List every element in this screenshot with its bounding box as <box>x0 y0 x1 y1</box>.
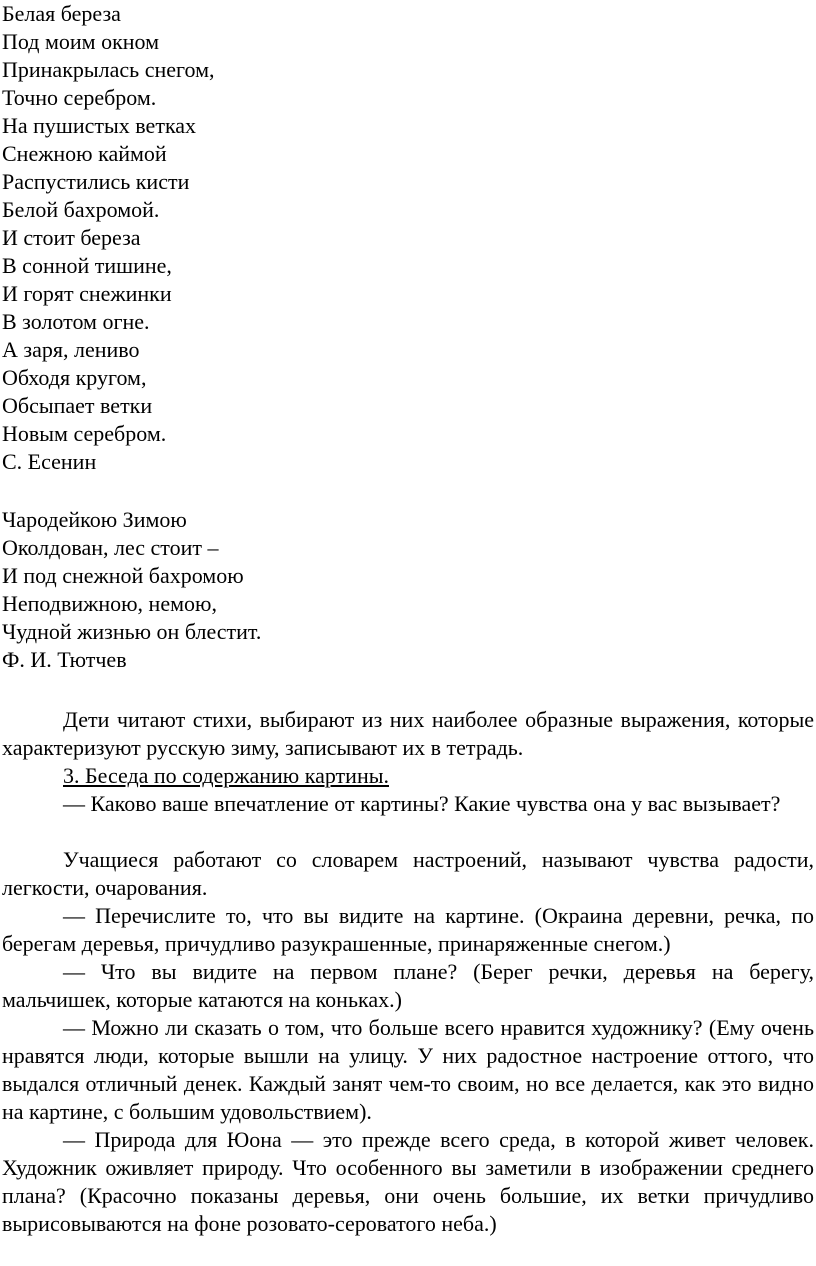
body-paragraph: Учащиеся работают со словарем настроений, называют чувства радости, легкости, очарования. <box>2 847 814 900</box>
poem1-line: Распустились кисти <box>2 169 190 194</box>
poem1-line: Обсыпает ветки <box>2 393 153 418</box>
poem1-line: Обходя кругом, <box>2 365 147 390</box>
poem1-line: А заря, лениво <box>2 337 140 362</box>
poem1-line: Белая береза <box>2 1 121 26</box>
body-paragraph: — Можно ли сказать о том, что больше всего нравится художнику? (Ему очень нравятся люди, которые вышли на улицу. У них радостное настроение оттого, что выдался отличный денек. Каждый занят чем-то своим, но все делается, как это видно на картине, с большим удовольствием). <box>2 1015 814 1124</box>
poem1-line: В сонной тишине, <box>2 253 172 278</box>
section-heading: 3. Беседа по содержанию картины. <box>63 763 389 788</box>
poem1-line: На пушистых ветках <box>2 113 197 138</box>
poem2-line: Околдован, лес стоит – <box>2 535 219 560</box>
poem2-line: И под снежной бахромою <box>2 563 244 588</box>
poem1-line: Снежною каймой <box>2 141 167 166</box>
poem2-line: Чародейкою Зимою <box>2 507 187 532</box>
body-paragraph: — Что вы видите на первом плане? (Берег речки, деревья на берегу, мальчишек, которые катаются на коньках.) <box>2 959 814 1012</box>
poem2-line: Чудной жизнью он блестит. <box>2 619 262 644</box>
poem1-line: Новым серебром. <box>2 421 167 446</box>
poem2-line: Неподвижною, немою, <box>2 591 217 616</box>
poem2-author: Ф. И. Тютчев <box>2 647 127 672</box>
body-paragraph: — Каково ваше впечатление от картины? Какие чувства она у вас вызывает? <box>63 791 781 816</box>
poem1-line: В золотом огне. <box>2 309 150 334</box>
poem1-line: Принакрылась снегом, <box>2 57 215 82</box>
poem1-line: Под моим окном <box>2 29 160 54</box>
poem1-author: С. Есенин <box>2 449 97 474</box>
intro-paragraph: Дети читают стихи, выбирают из них наиболее образные выражения, которые характеризуют русскую зиму, записывают их в тетрадь. <box>2 707 814 760</box>
poem1-line: И стоит береза <box>2 225 141 250</box>
poem1-line: И горят снежинки <box>2 281 172 306</box>
body-paragraph: — Природа для Юона — это прежде всего среда, в которой живет человек. Художник оживляет природу. Что особенного вы заметили в изображении среднего плана? (Красочно показаны деревья, они очень большие, их ветки причудливо вырисовываются на фоне розовато-сероватого неба.) <box>2 1127 814 1236</box>
body-paragraph: — Перечислите то, что вы видите на картине. (Окраина деревни, речка, по берегам деревья, причудливо разукрашенные, принаряженные снегом.) <box>2 903 814 956</box>
poem1-line: Белой бахромой. <box>2 197 160 222</box>
poem1-line: Точно серебром. <box>2 85 157 110</box>
